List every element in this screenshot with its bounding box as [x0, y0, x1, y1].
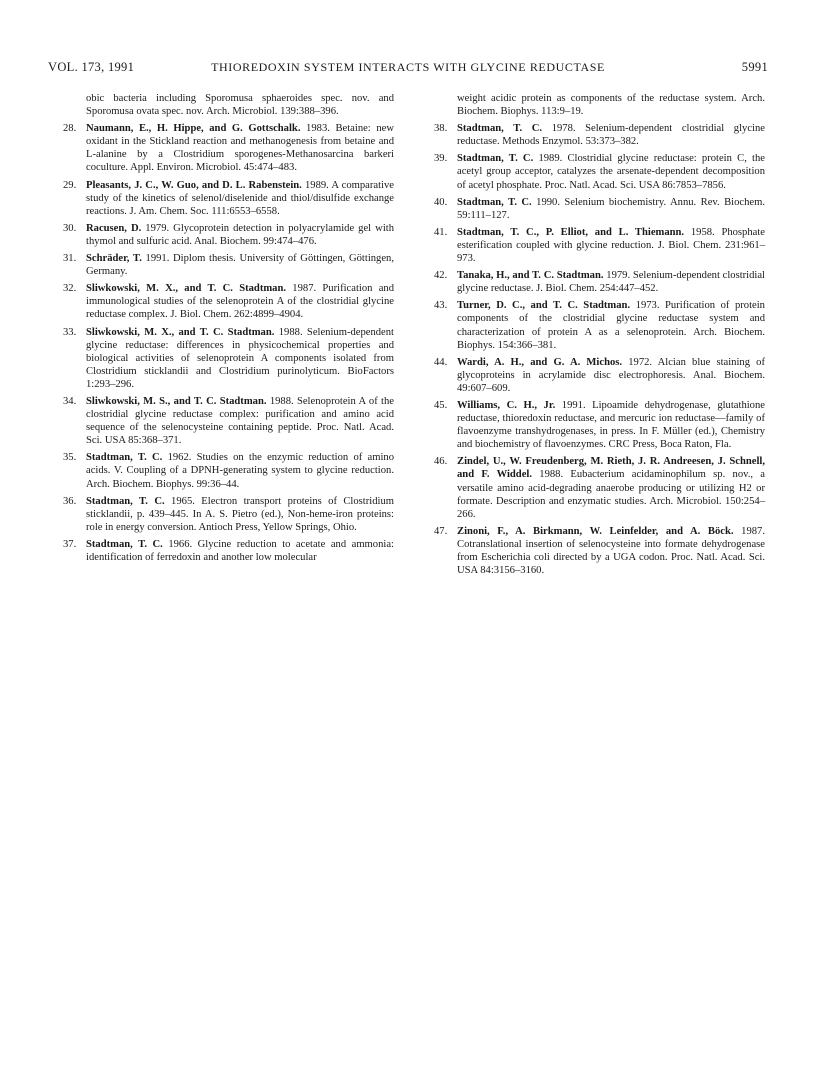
reference-entry: 42. Tanaka, H., and T. C. Stadtman. 1979. Selenium-dependent clostridial glycine reductase. J. Biol. Chem. 254:447–452.	[434, 270, 766, 295]
reference-entry: 32. Sliwkowski, M. X., and T. C. Stadtman. 1987. Purification and immunological studies of the selenoprotein A of the clostridial glycine reductase complex. J. Biol. Chem. 262:4899–4904.	[63, 283, 394, 321]
reference-entry: 40. Stadtman, T. C. 1990. Selenium biochemistry. Annu. Rev. Biochem. 59:111–127.	[434, 196, 765, 221]
running-header	[48, 60, 768, 80]
references-left-column	[49, 92, 394, 568]
reference-entry: weight acidic protein as components of the reductase system. Arch. Biochem. Biophys. 113:9–19.	[457, 93, 765, 118]
reference-entry: 43. Turner, D. C., and T. C. Stadtman. 1973. Purification of protein components of the clostridial glycine reductase system and characterization of protein A as a selenoprotein. Arch. Biochem. Biophys. 154:366–381.	[434, 300, 765, 351]
reference-entry: 37. Stadtman, T. C. 1966. Glycine reduction to acetate and ammonia: identification of ferredoxin and another low molecular	[63, 538, 394, 563]
reference-entry: 31. Schräder, T. 1991. Diplom thesis. University of Göttingen, Göttingen, Germany.	[63, 253, 395, 278]
reference-entry: 38. Stadtman, T. C. 1978. Selenium-dependent clostridial glycine reductase. Methods Enzymol. 53:373–382.	[434, 123, 765, 148]
reference-entry: 47. Zinoni, F., A. Birkmann, W. Leinfelder, and A. Böck. 1987. Cotranslational insertion of selenocysteine into formate dehydrogenase from Escherichia coli directed by a UGA codon. Proc. Natl. Acad. Sci. USA 84:3156–3160.	[434, 525, 765, 577]
page-number: 5991	[741, 60, 768, 74]
reference-entry: 28. Naumann, E., H. Hippe, and G. Gottschalk. 1983. Betaine: new oxidant in the Stickland reaction and methanogenesis from betaine and L-alanine by a Clostridium sporogenes-Methanosarcina barkeri coculture. Appl. Environ. Microbiol. 45:474–483.	[63, 123, 394, 174]
running-title: THIOREDOXIN SYSTEM INTERACTS WITH GLYCINE REDUCTASE	[211, 60, 605, 74]
reference-entry: 46. Zindel, U., W. Freudenberg, M. Rieth, J. R. Andreesen, J. Schnell, and F. Widdel. 1988. Eubacterium acidaminophilum sp. nov., a versatile amino acid-degrading anaerobe producing or utilizing H2 or formate. Description and enzymatic studies. Arch. Microbiol. 150:254–266.	[434, 456, 765, 520]
reference-entry: 30. Racusen, D. 1979. Glycoprotein detection in polyacrylamide gel with thymol and sulfuric acid. Anal. Biochem. 99:474–476.	[63, 222, 394, 247]
reference-entry: obic bacteria including Sporomusa sphaeroides spec. nov. and Sporomusa ovata spec. nov. Arch. Microbiol. 139:388–396.	[86, 93, 394, 118]
reference-entry: 36. Stadtman, T. C. 1965. Electron transport proteins of Clostridium sticklandii, p. 439–445. In A. S. Pietro (ed.), Non-heme-iron proteins: role in energy conversion. Antioch Press, Yellow Springs, Ohio.	[63, 495, 394, 533]
volume-label: VOL. 173, 1991	[48, 60, 135, 74]
reference-entry: 44. Wardi, A. H., and G. A. Michos. 1972. Alcian blue staining of glycoproteins in acrylamide disc electrophoresis. Anal. Biochem. 49:607–609.	[434, 356, 765, 394]
reference-entry: 35. Stadtman, T. C. 1962. Studies on the enzymic reduction of amino acids. V. Coupling of a DPNH-generating system to glycine reduction. Arch. Biochem. Biophys. 99:36–44.	[63, 452, 394, 490]
reference-entry: 41. Stadtman, T. C., P. Elliot, and L. Thiemann. 1958. Phosphate esterification coupled with glycine reduction. J. Biol. Chem. 231:961–973.	[434, 226, 765, 265]
references-right-column	[420, 92, 765, 581]
reference-entry: 45. Williams, C. H., Jr. 1991. Lipoamide dehydrogenase, glutathione reductase, thioredoxin reductase, and mercuric ion reductase—family of flavoenzyme transhydrogenases, in press. In F. Müller (ed.), Chemistry and biochemistry of flavoenzymes. CRC Press, Boca Raton, Fla.	[434, 399, 765, 451]
reference-entry: 34. Sliwkowski, M. S., and T. C. Stadtman. 1988. Selenoprotein A of the clostridial glycine reductase complex: purification and amino acid sequence of the selenocysteine containing peptide. Proc. Natl. Acad. Sci. USA 85:368–371.	[63, 395, 394, 447]
reference-entry: 33. Sliwkowski, M. X., and T. C. Stadtman. 1988. Selenium-dependent glycine reductase: differences in physicochemical properties and biological activities of selenoprotein A components isolated from Clostridium sticklandii and Clostridium purinolyticum. BioFactors 1:293–296.	[63, 326, 394, 390]
reference-entry: 29. Pleasants, J. C., W. Guo, and D. L. Rabenstein. 1989. A comparative study of the kinetics of selenol/diselenide and thiol/disulfide exchange reactions. J. Am. Chem. Soc. 111:6553–6558.	[63, 179, 394, 217]
reference-entry: 39. Stadtman, T. C. 1989. Clostridial glycine reductase: protein C, the acetyl group acceptor, catalyzes the arsenate-dependent decomposition of acetyl phosphate. Proc. Natl. Acad. Sci. USA 86:7853–7856.	[434, 153, 765, 191]
